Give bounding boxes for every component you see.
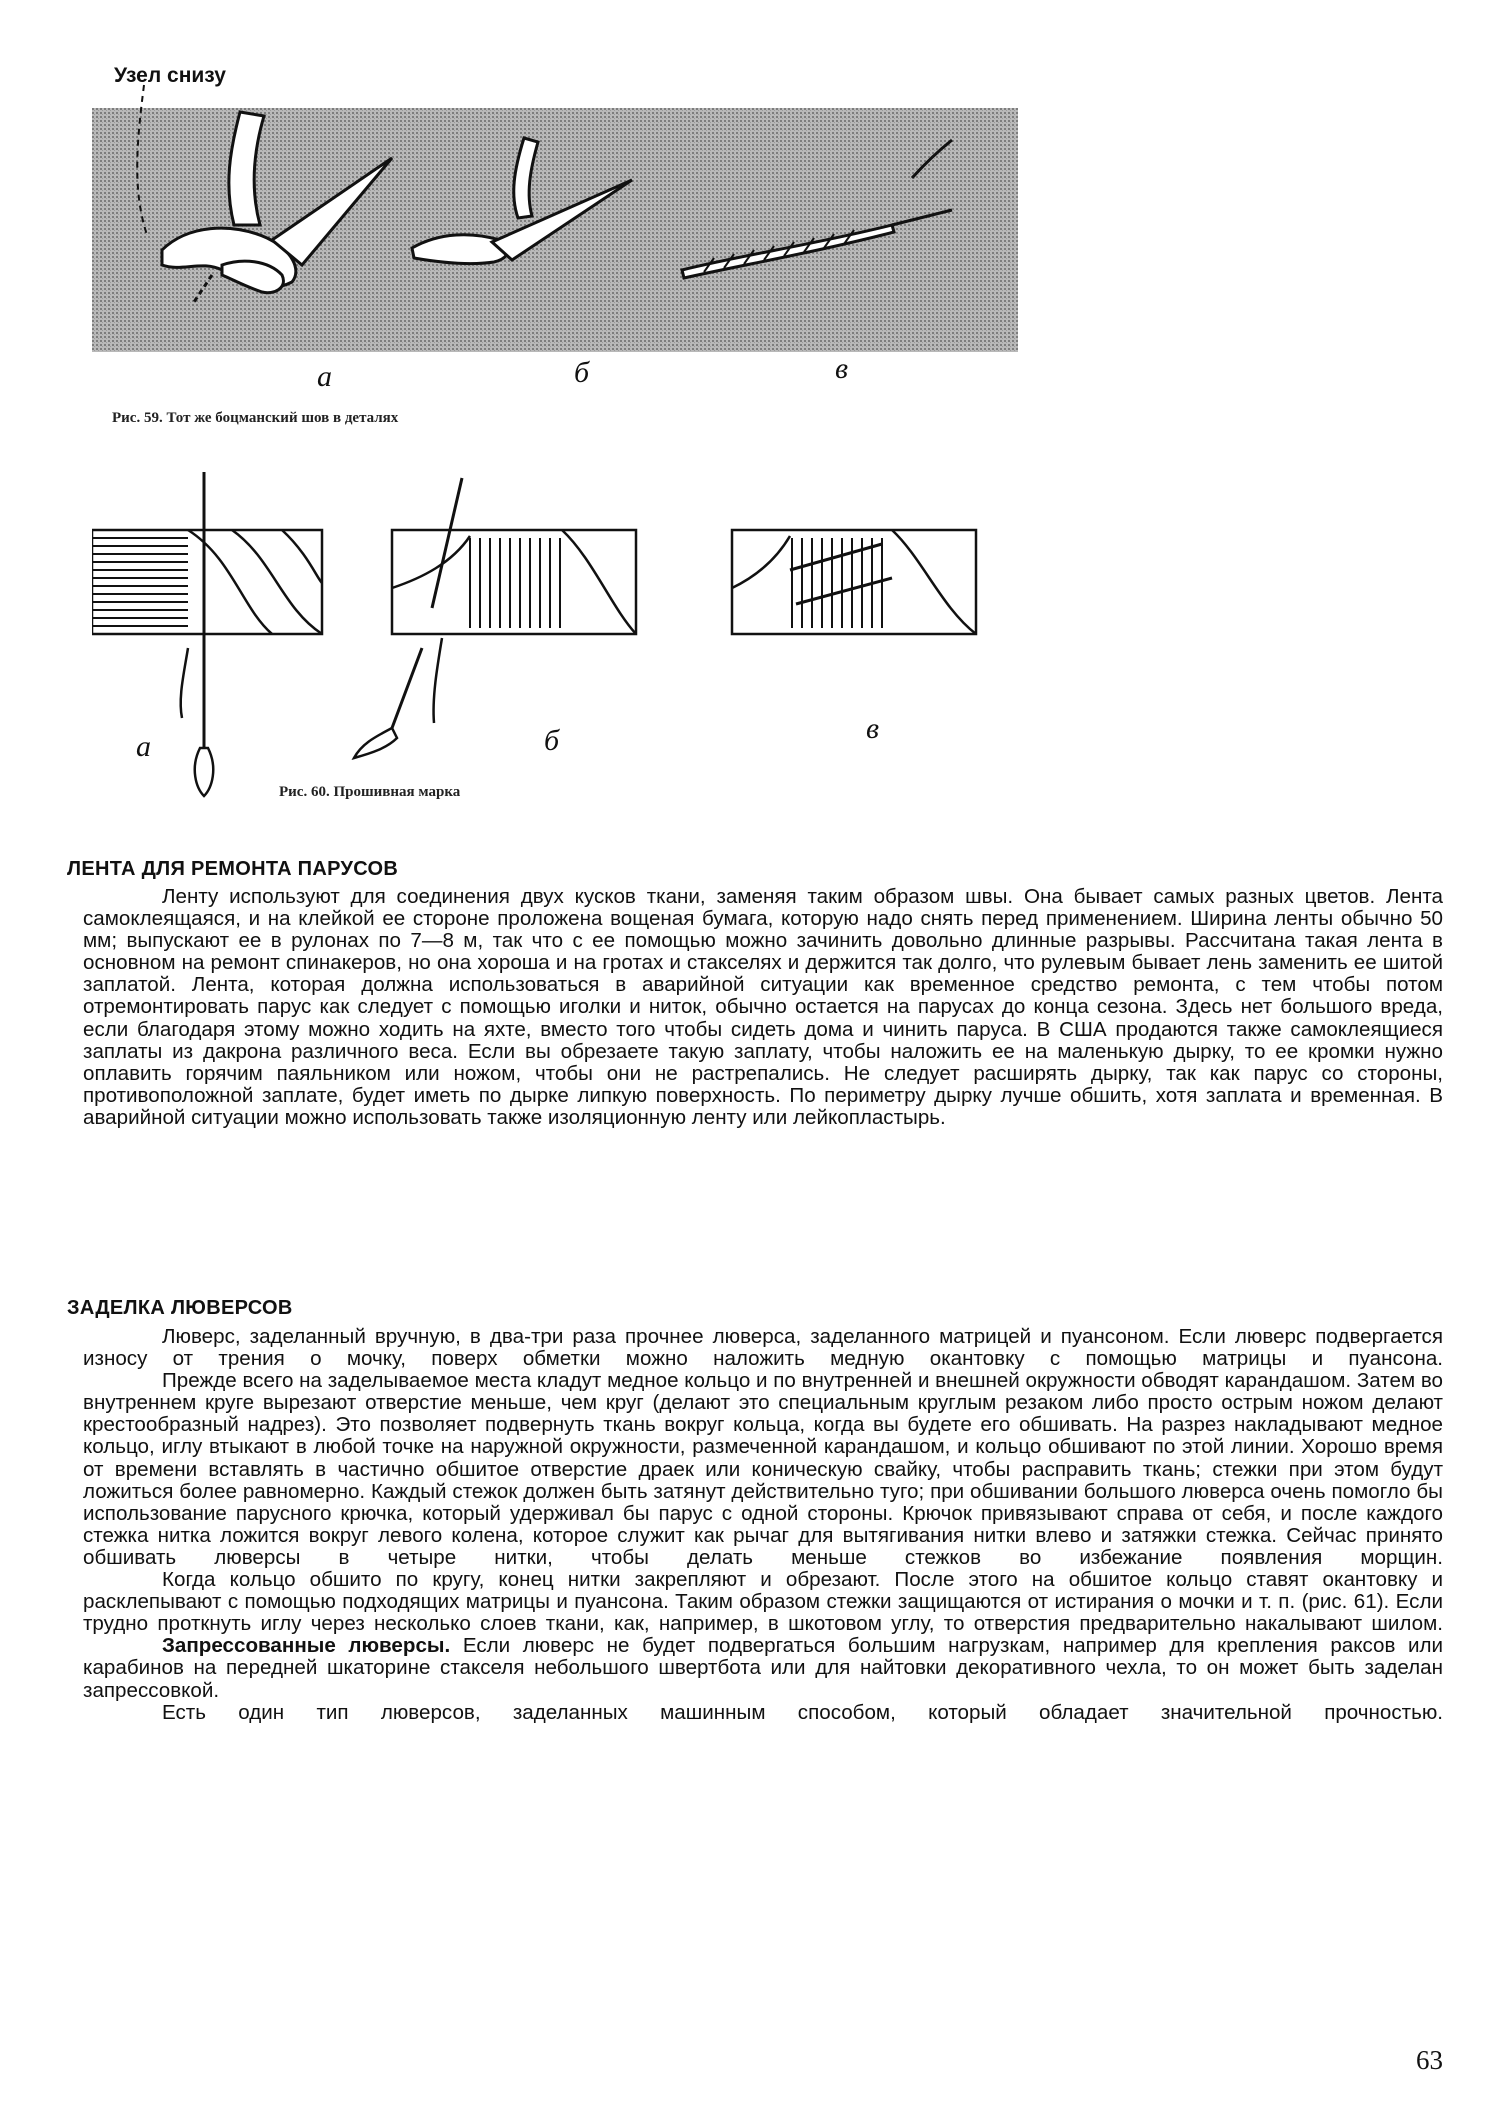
section-heading-grommets: ЗАДЕЛКА ЛЮВЕРСОВ bbox=[67, 1297, 293, 1319]
figure-59-letter-c: в bbox=[835, 352, 849, 385]
page-number: 63 bbox=[1416, 2045, 1443, 2075]
figure-60-letter-b: б bbox=[544, 724, 560, 757]
grommets-paragraph-4 bbox=[83, 1635, 1443, 1701]
grommets-paragraph-5: Есть один тип люверсов, заделанных машинным способом, который обладает значительной прочностью. bbox=[162, 1700, 1443, 1724]
rope-drawing-b bbox=[354, 478, 636, 758]
grommets-paragraph-1: Люверс, заделанный вручную, в два-три раза прочнее люверса, заделанного матрицей и пуансоном. Если люверс подвергается износу от трения о мочку, поверх обметки можно наложить медную окантовку с помощью матрицы и пуансона. bbox=[83, 1325, 1443, 1371]
figure-60-letter-a: а bbox=[136, 730, 151, 763]
rope-drawing-c bbox=[732, 530, 976, 634]
grommets-paragraph-3: Когда кольцо обшито по кругу, конец нитки закрепляют и обрезают. После этого на обшитое кольцо ставят окантовку и расклепывают с помощью подходящих матрицы и пуансона. Таким образом стежки защищаются от истирания о мочки и т. п. (рис. 61). Если трудно проткнуть иглу через несколько слоев ткани, как, например, в шкотовом углу, то отверстия предварительно накалывают шилом. bbox=[83, 1568, 1443, 1636]
figure-59-caption: Рис. 59. Тот же боцманский шов в деталях bbox=[112, 410, 399, 426]
sail-tape-paragraph: Ленту используют для соединения двух кусков ткани, заменяя таким образом швы. Она бывает самых разных цветов. Лента самоклеящаяся, и на клейкой ее стороне проложена вощеная бумага, которую надо снять перед применением. Ширина ленты обычно 50 мм; выпускают ее в рулонах по 7—8 м, так что с ее помощью можно зачинить довольно длинные разрывы. Рассчитана такая лента в основном на ремонт спинакеров, но она хороша и на гротах и стакселях и держится так долго, что рулевым бывает лень заменить ее шитой заплатой. Лента, которая должна использоваться в аварийной ситуации как временное средство ремонта, с тем чтобы потом отремонтировать парус как следует с помощью иголки и ниток, обычно остается на парусах до конца сезона. Здесь нет большого вреда, если благодаря этому можно ходить на яхте, вместо того чтобы сидеть дома и чинить паруса. В США продаются также самоклеящиеся заплаты из дакрона различного веса. Если вы обрезаете такую заплату, чтобы наложить ее на маленькую дырку, то ее кромки нужно оплавить горячим паяльником или ножом, чтобы они не растрепались. Не следует расширять дырку, так как парус со стороны, противоположной заплате, будет иметь по дырке липкую поверхность. По периметру дырку лучше обшить, хотя заплата и временная. В аварийной ситуации можно использовать также изоляционную ленту или лейкопластырь. bbox=[83, 885, 1443, 1129]
pressed-grommets-term: Запрессованные люверсы. bbox=[162, 1634, 451, 1658]
grommets-paragraph-2: Прежде всего на заделываемое места кладут медное кольцо и по внутренней и внешней окружности обводят карандашом. Затем во внутреннем круге вырезают отверстие меньше, чем круг (делают это специальным круглым резаком либо просто острым ножом делают крестообразный надрез). Это позволяет подвернуть ткань вокруг кольца, когда вы будете его обшивать. На разрез накладывают медное кольцо, иглу втыкают в любой точке на наружной окружности, размеченной карандашом, и кольцо обшивают по этой линии. Хорошо время от времени вставлять в частично обшитое отверстие драек или коническую свайку, чтобы расправить ткань; стежки при этом будут ложиться более равномерно. Каждый стежок должен быть затянут действительно туго; при обшивании большого люверса очень помогло бы использование парусного крючка, который удерживал бы парус с одной стороны. Крючок привязывают справа от себя, и после каждого стежка нитка ложится вокруг левого колена, которое служит как рычаг для вытягивания нитки влево и затяжки стежка. Сейчас принято обшивать люверсы в четыре нитки, чтобы делать меньше стежков во избежание появления морщин. bbox=[83, 1369, 1443, 1569]
section-grommets-text bbox=[83, 1326, 1443, 1724]
figure-59-letter-b: б bbox=[574, 356, 590, 389]
figure-60 bbox=[92, 458, 1042, 816]
figure-60-caption: Рис. 60. Прошивная марка bbox=[279, 784, 461, 800]
section-heading-sail-tape: ЛЕНТА ДЛЯ РЕМОНТА ПАРУСОВ bbox=[67, 858, 399, 880]
figure-59 bbox=[92, 60, 1020, 436]
rope-drawing-a bbox=[92, 472, 322, 796]
section-sail-tape-text bbox=[83, 886, 1443, 1129]
figure-59-letter-a: а bbox=[317, 360, 332, 393]
pressed-grommets-text: Если люверс не будет подвергаться большим нагрузкам, например для крепления раксов или карабинов на передней шкаторине стакселя небольшого швертбота или для найтовки декоративного чехла, то он может быть заделан запрессовкой. bbox=[83, 1634, 1444, 1702]
knot-label: Узел снизу bbox=[114, 64, 226, 87]
figure-60-letter-c: в bbox=[866, 712, 880, 745]
